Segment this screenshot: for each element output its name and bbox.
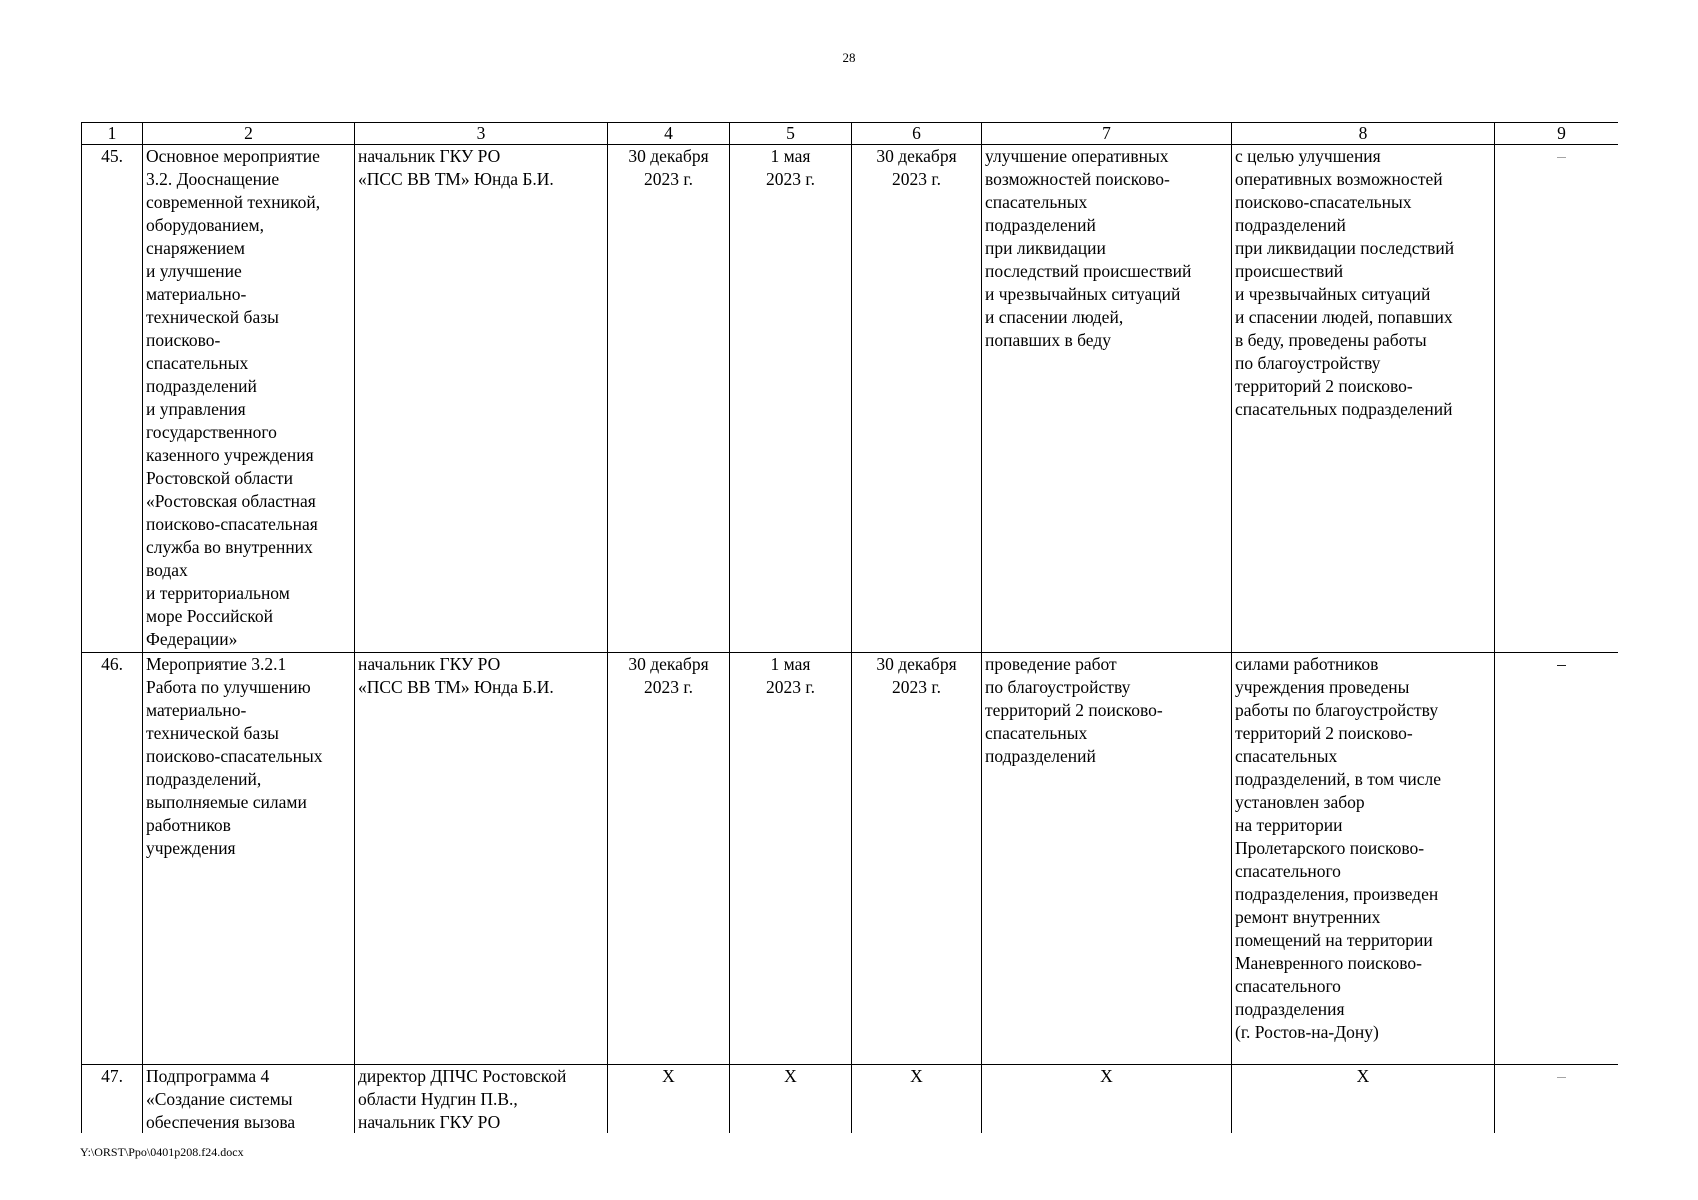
responsible-cell: директор ДПЧС Ростовской области Нудгин П.В., начальник ГКУ РО — [355, 1065, 608, 1134]
row-number: 47. — [82, 1065, 143, 1134]
date-cell: 1 мая 2023 г. — [730, 145, 852, 653]
page-number: 28 — [842, 50, 856, 65]
date-cell: X — [730, 1065, 852, 1134]
expected-result-cell: X — [982, 1065, 1232, 1134]
header-cell: 9 — [1495, 123, 1619, 145]
event-cell: Основное мероприятие 3.2. Дооснащение современной техникой, оборудованием, снаряжением и улучшение материально- технической базы поисково- спасательных подразделений и управления государственного казенного учреждения Ростовской области «Ростовская областная поисково-спасательная служба во внутренних водах и территориальном море Российской Федерации» — [143, 145, 355, 653]
table-row — [82, 1065, 1619, 1134]
file-path-footer: Y:\ORST\Ppo\0401p208.f24.docx — [80, 1145, 244, 1159]
reason-cell: – — [1495, 653, 1619, 1065]
date-cell: 1 мая 2023 г. — [730, 653, 852, 1065]
header-cell: 3 — [355, 123, 608, 145]
event-cell: Мероприятие 3.2.1 Работа по улучшению материально- технической базы поисково-спасательных подразделений, выполняемые силами работников учреждения — [143, 653, 355, 1065]
header-cell: 5 — [730, 123, 852, 145]
actual-result-cell: X — [1232, 1065, 1495, 1134]
header-cell: 7 — [982, 123, 1232, 145]
header-cell: 2 — [143, 123, 355, 145]
expected-result-cell: улучшение оперативных возможностей поисково- спасательных подразделений при ликвидации последствий происшествий и чрезвычайных ситуаций и спасении людей, попавших в беду — [982, 145, 1232, 653]
date-cell: 30 декабря 2023 г. — [852, 653, 982, 1065]
table-row — [82, 145, 1619, 653]
table-header-row — [82, 123, 1619, 145]
row-number: 45. — [82, 145, 143, 653]
actual-result-cell: с целью улучшения оперативных возможностей поисково-спасательных подразделений при ликвидации последствий происшествий и чрезвычайных ситуаций и спасении людей, попавших в беду, проведены работы по благоустройству территорий 2 поисково- спасательных подразделений — [1232, 145, 1495, 653]
table-row — [82, 653, 1619, 1065]
row-number: 46. — [82, 653, 143, 1065]
date-cell: X — [852, 1065, 982, 1134]
header-cell: 4 — [608, 123, 730, 145]
date-cell: 30 декабря 2023 г. — [608, 653, 730, 1065]
reason-cell: – — [1495, 145, 1619, 653]
responsible-cell: начальник ГКУ РО «ПСС ВВ ТМ» Юнда Б.И. — [355, 145, 608, 653]
date-cell: 30 декабря 2023 г. — [608, 145, 730, 653]
header-cell: 6 — [852, 123, 982, 145]
report-table — [81, 122, 1618, 1133]
actual-result-cell: силами работников учреждения проведены работы по благоустройству территорий 2 поисково- спасательных подразделений, в том числе установлен забор на территории Пролетарского поисково- спасательного подразделения, произведен ремонт внутренних помещений на территории Маневренного поисково- спасательного подразделения (г. Ростов-на-Дону) — [1232, 653, 1495, 1065]
date-cell: 30 декабря 2023 г. — [852, 145, 982, 653]
header-cell: 8 — [1232, 123, 1495, 145]
header-cell: 1 — [82, 123, 143, 145]
date-cell: X — [608, 1065, 730, 1134]
event-cell: Подпрограмма 4 «Создание системы обеспечения вызова — [143, 1065, 355, 1134]
expected-result-cell: проведение работ по благоустройству территорий 2 поисково- спасательных подразделений — [982, 653, 1232, 1065]
responsible-cell: начальник ГКУ РО «ПСС ВВ ТМ» Юнда Б.И. — [355, 653, 608, 1065]
reason-cell: – — [1495, 1065, 1619, 1134]
